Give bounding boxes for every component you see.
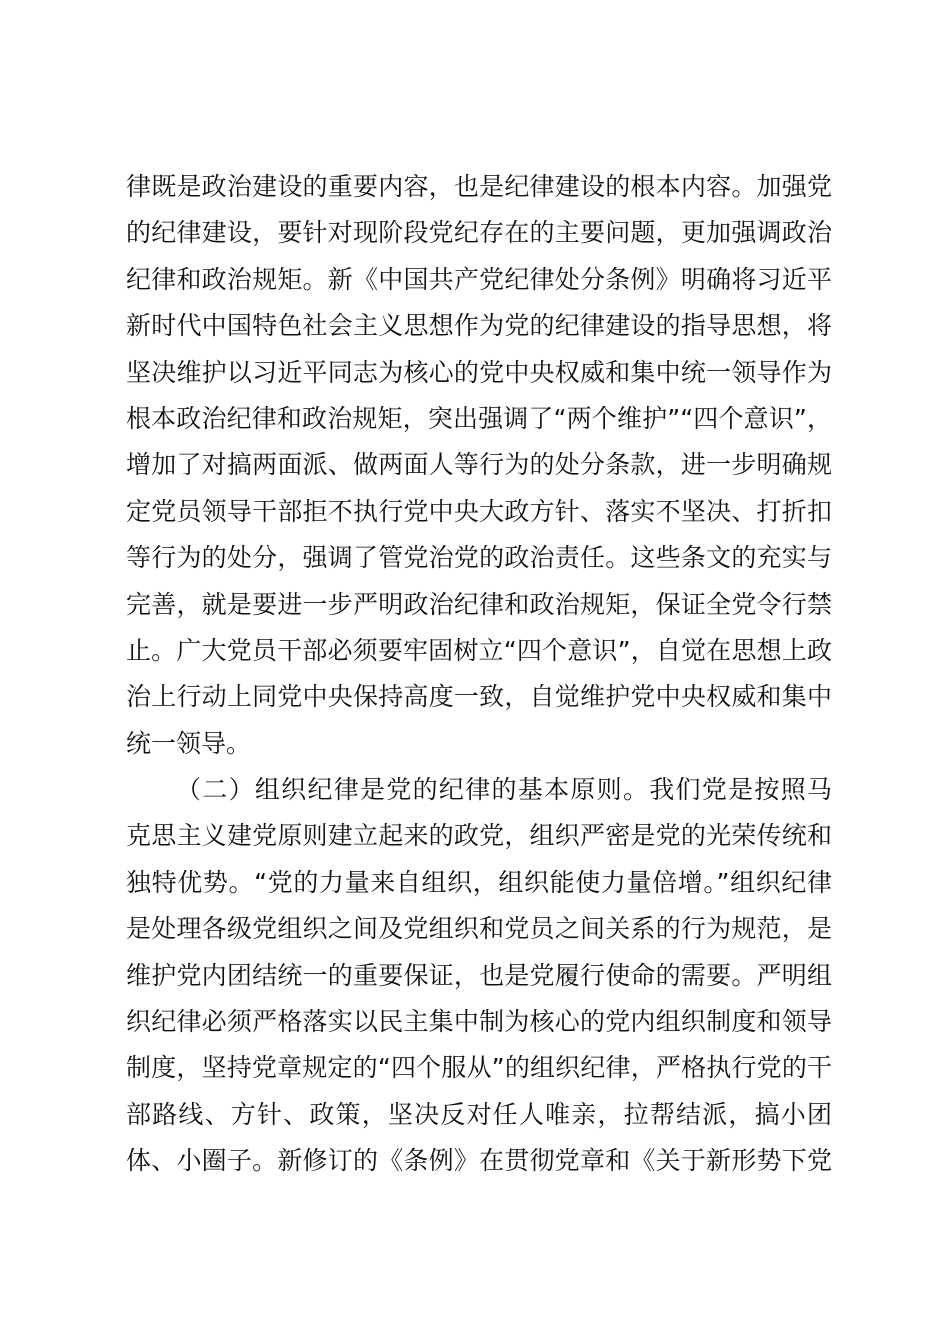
paragraph-political-discipline [126,164,832,767]
text-line: 的纪律建设，要针对现阶段党纪存在的主要问题，更加强调政治 [126,218,832,248]
text-line: 等行为的处分，强调了管党治党的政治责任。这些条文的充实与 [126,543,832,573]
text-line: 治上行动上同党中央保持高度一致，自觉维护党中央权威和集中 [126,682,832,712]
text-line: 部路线、方针、政策，坚决反对任人唯亲，拉帮结派，搞小团 [126,1099,832,1129]
text-line: 克思主义建党原则建立起来的政党，组织严密是党的光荣传统和 [126,821,832,851]
text-line: 统一领导。 [126,728,252,758]
text-line: 独特优势。“党的力量来自组织，组织能使力量倍增。”组织纪律 [126,867,832,897]
paragraph-organizational-discipline [126,767,832,1185]
text-line: 律既是政治建设的重要内容，也是纪律建设的根本内容。加强党 [126,172,832,201]
text-line: 纪律和政治规矩。新《中国共产党纪律处分条例》明确将习近平 [126,264,832,294]
text-line: 维护党内团结统一的重要保证，也是党履行使命的需要。严明组 [126,960,832,990]
text-line: 是处理各级党组织之间及党组织和党员之间关系的行为规范，是 [126,914,832,944]
document-body [126,164,832,1185]
section-heading-line: （二）组织纪律是党的纪律的基本原则。我们党是按照马 [176,775,832,805]
text-line: 增加了对搞两面派、做两面人等行为的处分条款，进一步明确规 [126,450,832,480]
text-line: 完善，就是要进一步严明政治纪律和政治规矩，保证全党令行禁 [126,589,832,619]
text-line: 定党员领导干部拒不执行党中央大政方针、落实不坚决、打折扣 [126,496,832,526]
text-line: 体、小圈子。新修订的《条例》在贯彻党章和《关于新形势下党 [126,1146,832,1176]
text-line: 制度，坚持党章规定的“四个服从”的组织纪律，严格执行党的干 [126,1053,832,1083]
text-line: 止。广大党员干部必须要牢固树立“四个意识”，自觉在思想上政 [126,635,832,665]
text-line: 坚决维护以习近平同志为核心的党中央权威和集中统一领导作为 [126,357,832,387]
text-line: 根本政治纪律和政治规矩，突出强调了“两个维护”“四个意识”， [126,403,832,433]
text-line: 新时代中国特色社会主义思想作为党的纪律建设的指导思想，将 [126,311,832,341]
text-line: 织纪律必须严格落实以民主集中制为核心的党内组织制度和领导 [126,1007,832,1037]
